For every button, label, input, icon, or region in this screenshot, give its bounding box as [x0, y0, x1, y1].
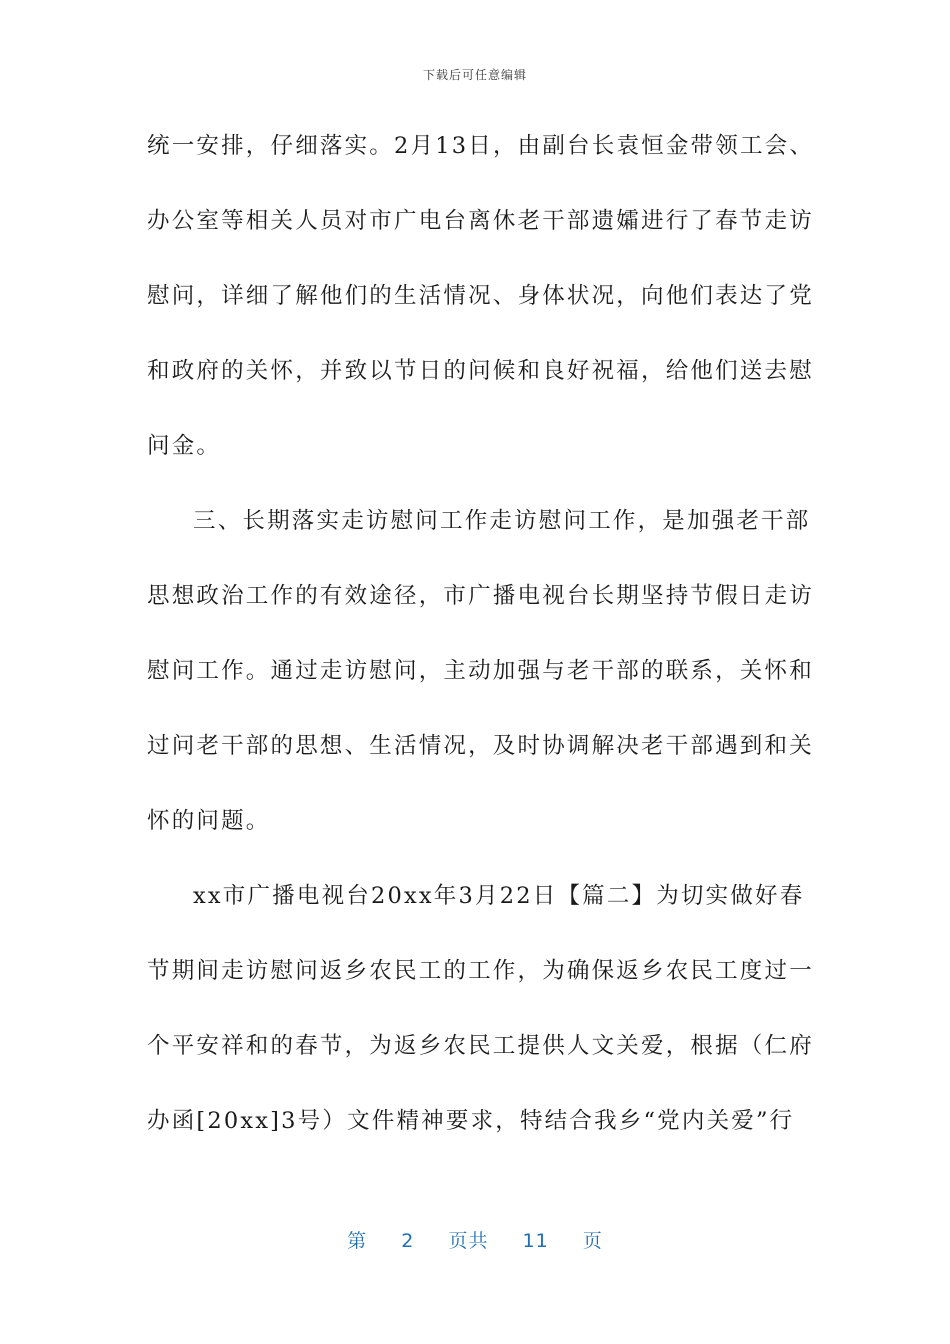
text-line: 个平安祥和的春节，为返乡农民工提供人文关爱，根据（仁府 [147, 1033, 814, 1059]
header-note: 下载后可任意编辑 [422, 68, 527, 82]
text-line: 慰问，详细了解他们的生活情况、身体状况，向他们表达了党 [147, 283, 814, 309]
text-line: 节期间走访慰问返乡农民工的工作，为确保返乡农民工度过一 [147, 958, 814, 984]
text-line: 和政府的关怀，并致以节日的问候和良好祝福，给他们送去慰 [147, 358, 814, 384]
text-line: 过问老干部的思想、生活情况，及时协调解决老干部遇到和关 [147, 733, 814, 759]
paragraph [147, 868, 814, 1168]
page-footer [0, 1226, 950, 1253]
total-pages-number: 11 [522, 1230, 549, 1252]
text-line: 怀的问题。 [147, 808, 271, 834]
text-line: 慰问工作。通过走访慰问，主动加强与老干部的联系，关怀和 [147, 658, 814, 684]
current-page-number: 2 [401, 1230, 415, 1252]
page-label-suffix: 页 [582, 1230, 603, 1252]
text-line: 办公室等相关人员对市广电台离休老干部遗孀进行了春节走访 [147, 208, 814, 234]
document-body [147, 118, 815, 1168]
page-label-prefix: 第 [347, 1230, 368, 1252]
text-line: 三、长期落实走访慰问工作走访慰问工作，是加强老干部 [193, 508, 811, 534]
text-line: xx市广播电视台20xx年3月22日【篇二】为切实做好春 [193, 883, 805, 909]
text-line: 思想政治工作的有效途径，市广播电视台长期坚持节假日走访 [147, 583, 814, 609]
paragraph [147, 118, 815, 493]
text-line: 统一安排，仔细落实。2月13日，由副台长袁恒金带领工会、 [147, 133, 815, 159]
text-line: 办函[20xx]3号）文件精神要求，特结合我乡“党内关爱”行 [147, 1108, 795, 1134]
page-label-middle: 页共 [448, 1230, 489, 1252]
paragraph [147, 493, 814, 868]
text-line: 问金。 [147, 433, 222, 459]
